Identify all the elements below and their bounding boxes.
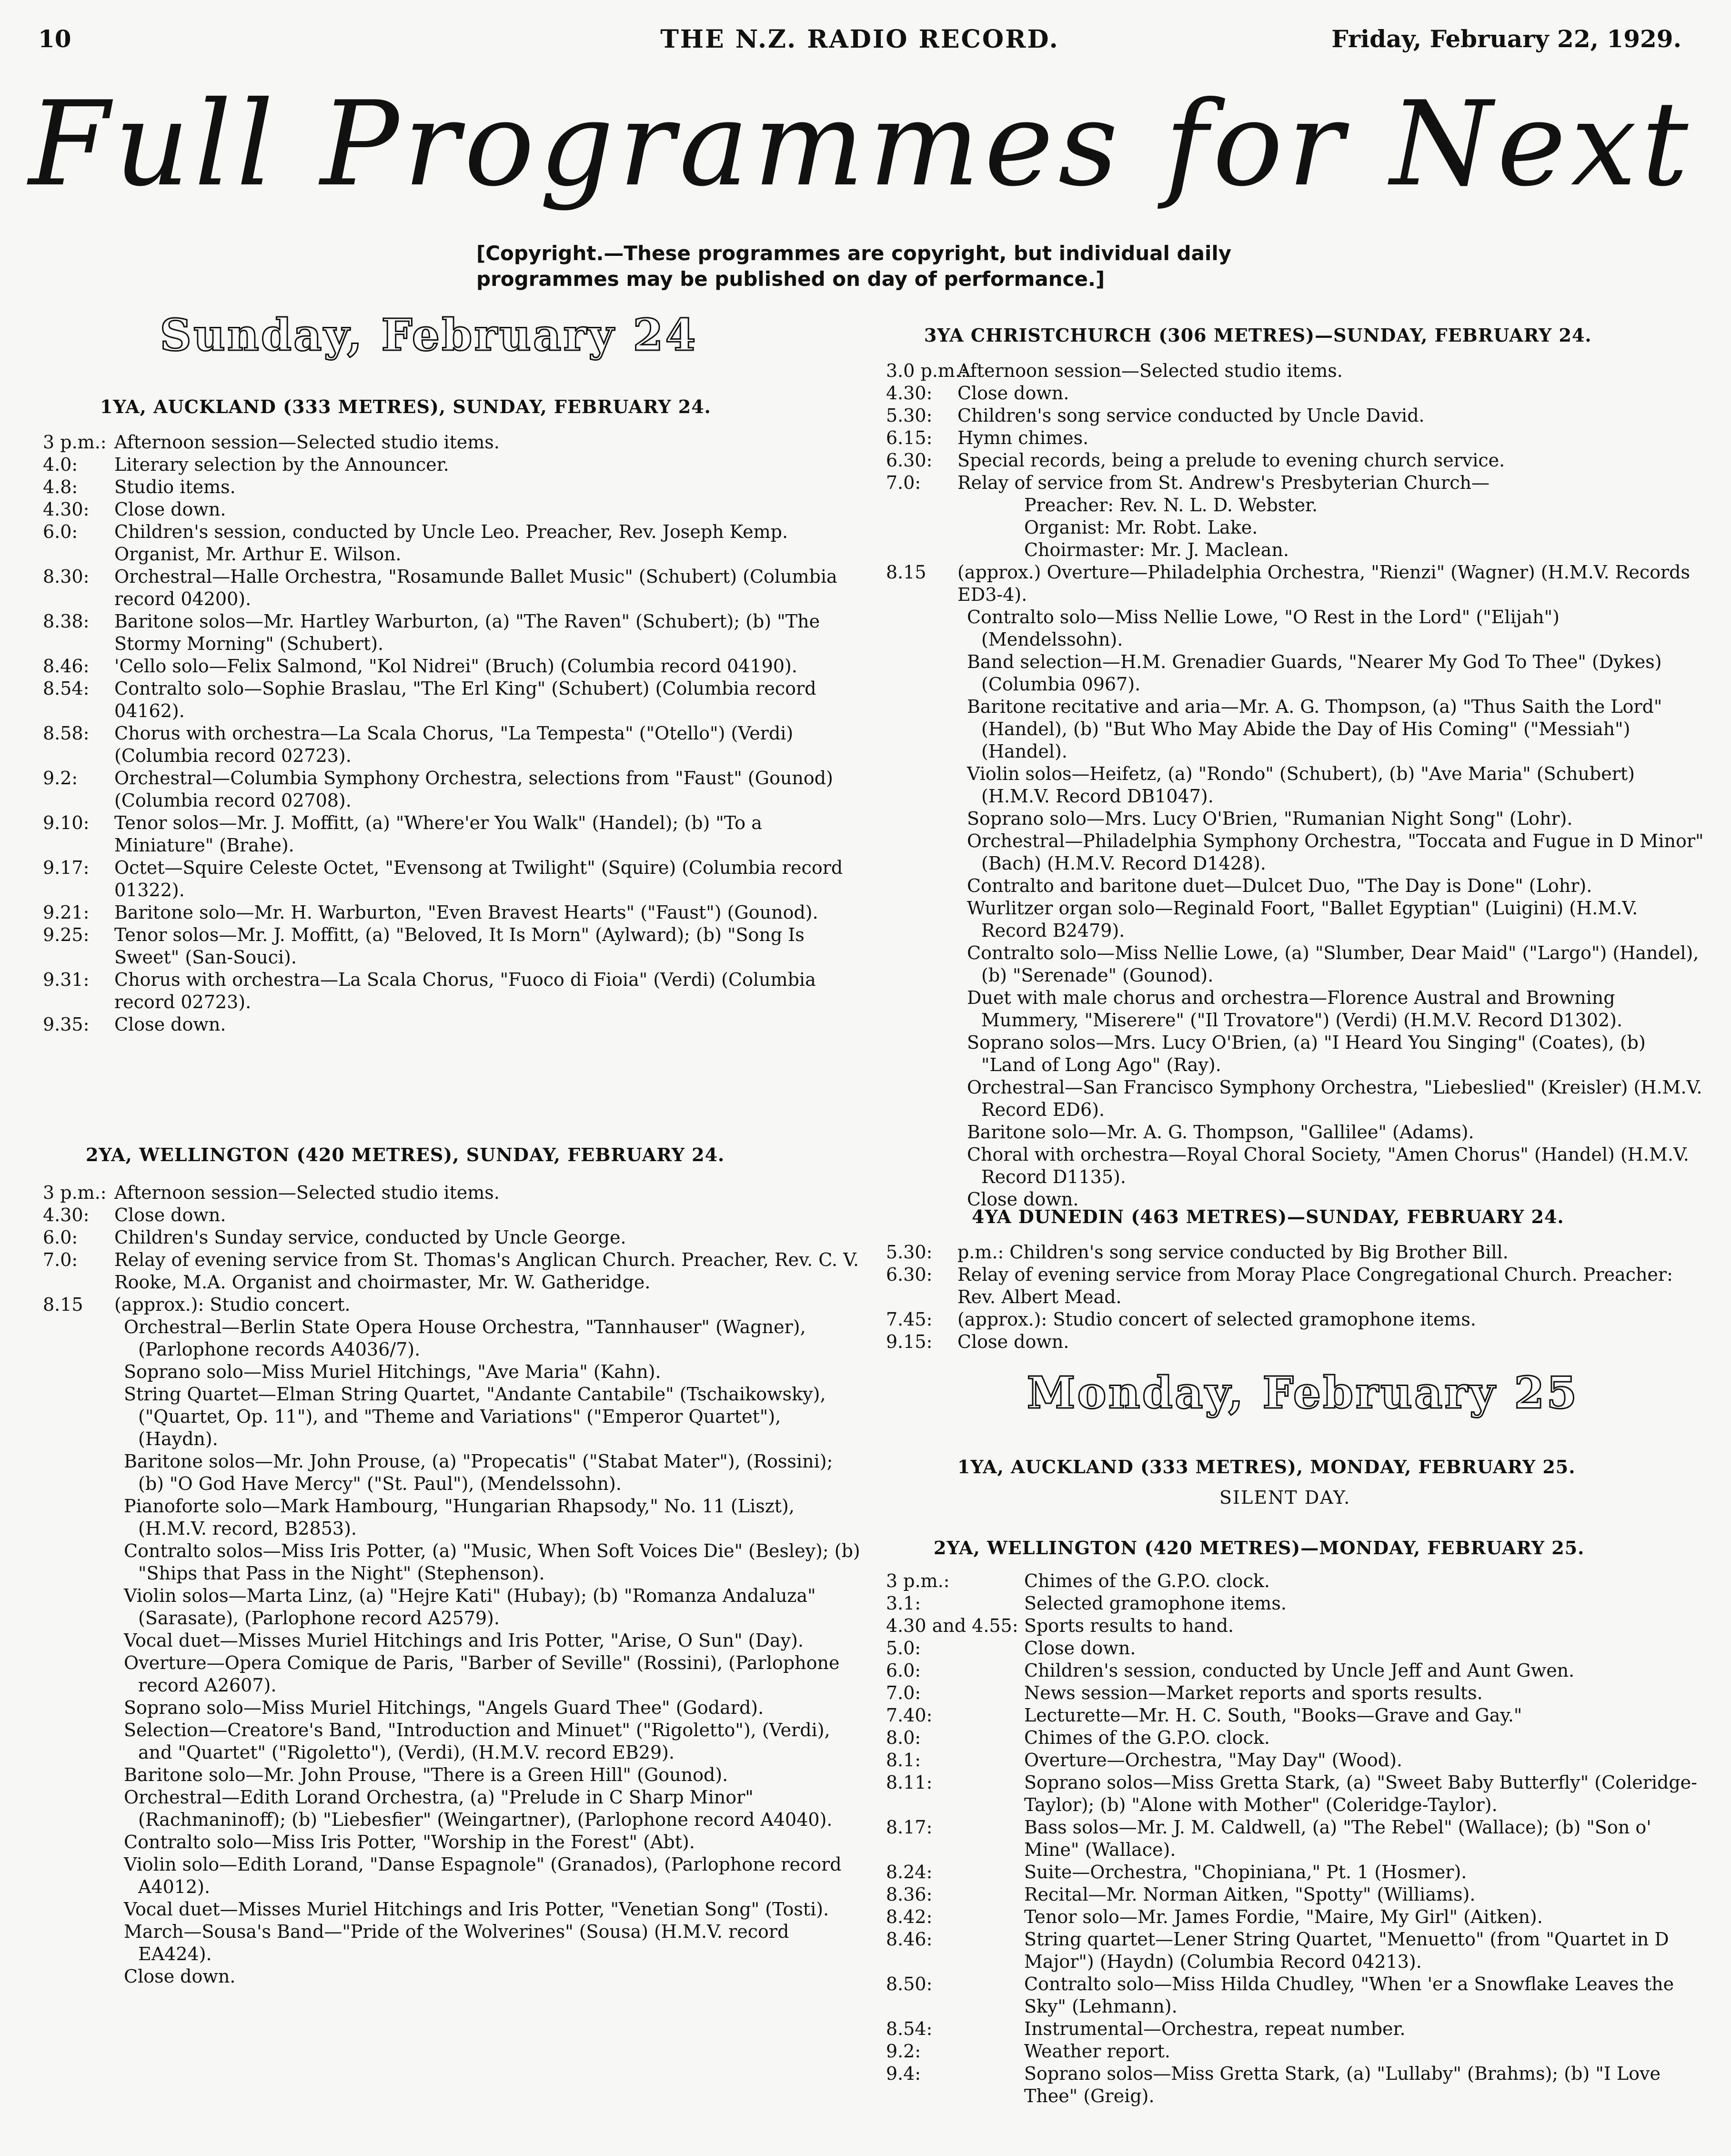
program-entry	[43, 722, 862, 767]
entry-time: 7.40:	[886, 1705, 933, 1726]
entry-time: 6.0:	[43, 1227, 78, 1248]
entry-time: 4.30:	[43, 499, 90, 520]
program-item: Violin solo—Edith Lorand, "Danse Espagnole" (Granados), (Parlophone record A4012).	[124, 1854, 842, 1897]
entry-time: 7.45:	[886, 1309, 933, 1330]
entry-time: 8.15	[43, 1294, 83, 1315]
entry-text: Close down.	[957, 383, 1069, 404]
entry-text: Overture—Orchestra, "May Day" (Wood).	[1024, 1750, 1403, 1771]
program-entry	[886, 1973, 1705, 2018]
program-4ya-sunday	[886, 1241, 1705, 1353]
program-entry	[43, 1226, 862, 1249]
entry-text: Soprano solos—Miss Gretta Stark, (a) "Lullaby" (Brahms); (b) "I Love Thee" (Greig).	[1024, 2063, 1661, 2106]
program-entry	[886, 1727, 1705, 1749]
entry-time: 9.25:	[43, 924, 90, 945]
program-item: Violin solos—Marta Linz, (a) "Hejre Kati" (Hubay); (b) "Romanza Andaluza" (Sarasate), (Parlophone record A2579).	[124, 1585, 816, 1629]
program-item: Soprano solo—Mrs. Lucy O'Brien, "Rumanian Night Song" (Lohr).	[967, 808, 1573, 829]
entry-time: 8.17:	[886, 1817, 933, 1838]
entry-time: 8.11:	[886, 1772, 933, 1793]
program-entry	[886, 561, 1705, 606]
program-entry	[886, 1660, 1705, 1682]
issue-date: Friday, February 22, 1929.	[1331, 25, 1681, 53]
program-entry	[886, 472, 1705, 494]
station-1ya-sunday: 1YA, AUCKLAND (333 METRES), SUNDAY, FEBRUARY 24.	[100, 396, 711, 417]
main-title: Full Programmes for Next	[29, 76, 1693, 212]
entry-text: Literary selection by the Announcer.	[114, 454, 449, 475]
program-entry	[886, 1264, 1705, 1308]
entry-text: Chorus with orchestra—La Scala Chorus, "Fuoco di Fioia" (Verdi) (Columbia record 02723).	[114, 969, 816, 1012]
program-entry	[886, 1615, 1705, 1637]
entry-text: Children's song service conducted by Uncle David.	[957, 405, 1425, 426]
entry-time: 7.0:	[43, 1249, 78, 1270]
entry-text: Weather report.	[1024, 2041, 1170, 2062]
program-entry	[43, 1294, 862, 1316]
program-item: Pianoforte solo—Mark Hambourg, "Hungarian Rhapsody," No. 11 (Liszt), (H.M.V. record, B2853).	[124, 1496, 795, 1539]
entry-text: 'Cello solo—Felix Salmond, "Kol Nidrei" (Bruch) (Columbia record 04190).	[114, 656, 797, 677]
entry-time: 8.1:	[886, 1750, 921, 1771]
entry-text: (approx.): Studio concert.	[114, 1294, 351, 1315]
program-entry	[43, 969, 862, 1013]
program-entry	[886, 1331, 1705, 1353]
entry-time: 9.17:	[43, 857, 90, 878]
entry-text: Orchestral—Columbia Symphony Orchestra, selections from "Faust" (Gounod) (Columbia record 02708).	[114, 768, 833, 811]
entry-text: Tenor solos—Mr. J. Moffitt, (a) "Beloved, It Is Morn" (Aylward); (b) "Song Is Sweet" (San-Souci).	[114, 924, 805, 968]
program-entry	[43, 431, 862, 454]
entry-text: Close down.	[1024, 1638, 1136, 1659]
program-item: Contralto solos—Miss Iris Potter, (a) "Music, When Soft Voices Die" (Besley); (b) "Ships that Pass in the Night" (Stephenson).	[124, 1540, 860, 1584]
program-entry	[886, 1771, 1705, 1816]
entry-text: Lecturette—Mr. H. C. South, "Books—Grave and Gay."	[1024, 1705, 1522, 1726]
program-item: Orchestral—Edith Lorand Orchestra, (a) "Prelude in C Sharp Minor" (Rachmaninoff); (b) "Liebesfier" (Weingartner), (Parlophone record A4040).	[124, 1787, 833, 1830]
program-entry	[43, 678, 862, 722]
service-detail: Organist: Mr. Robt. Lake.	[1024, 517, 1258, 538]
program-item: Close down.	[124, 1966, 236, 1987]
program-entry	[43, 566, 862, 610]
entry-time: 6.0:	[886, 1660, 921, 1681]
program-entry	[886, 2018, 1705, 2040]
entry-time: 8.50:	[886, 1974, 933, 1994]
entry-text: Contralto solo—Miss Hilda Chudley, "When 'er a Snowflake Leaves the Sky" (Lehmann).	[1024, 1974, 1674, 2017]
entry-text: Orchestral—Halle Orchestra, "Rosamunde Ballet Music" (Schubert) (Columbia record 04200).	[114, 566, 837, 609]
entry-time: 9.2:	[43, 768, 78, 789]
entry-text: Recital—Mr. Norman Aitken, "Spotty" (Williams).	[1024, 1884, 1476, 1905]
entry-time: 9.21:	[43, 902, 90, 923]
program-entry	[886, 2063, 1705, 2107]
monday-heading: Monday, February 25	[1027, 1367, 1579, 1418]
service-detail: Choirmaster: Mr. J. Maclean.	[1024, 539, 1289, 560]
entry-time: 4.8:	[43, 476, 78, 497]
entry-text: Tenor solo—Mr. James Fordie, "Maire, My Girl" (Aitken).	[1024, 1906, 1543, 1927]
program-entry	[886, 1637, 1705, 1660]
program-entry	[43, 454, 862, 476]
entry-text: Octet—Squire Celeste Octet, "Evensong at Twilight" (Squire) (Columbia record 01322).	[114, 857, 843, 901]
program-3ya-sunday	[886, 360, 1705, 1211]
entry-text: Chorus with orchestra—La Scala Chorus, "La Tempesta" ("Otello") (Verdi) (Columbia record 02723).	[114, 723, 794, 766]
entry-text: Baritone solos—Mr. Hartley Warburton, (a) "The Raven" (Schubert); (b) "The Stormy Morning" (Schubert).	[114, 611, 820, 654]
silent-day-note: SILENT DAY.	[1219, 1487, 1351, 1508]
program-entry	[886, 1592, 1705, 1615]
entry-time: 8.0:	[886, 1727, 921, 1748]
program-entry	[43, 857, 862, 901]
program-item: Vocal duet—Misses Muriel Hitchings and Iris Potter, "Venetian Song" (Tosti).	[124, 1899, 829, 1920]
program-entry	[886, 1816, 1705, 1861]
program-item: Band selection—H.M. Grenadier Guards, "Nearer My God To Thee" (Dykes) (Columbia 0967).	[967, 651, 1662, 695]
entry-time: 8.15	[886, 562, 926, 583]
entry-time: 8.36:	[886, 1884, 933, 1905]
entry-time: 6.15:	[886, 427, 933, 448]
program-entry	[886, 1883, 1705, 1906]
entry-time: 9.10:	[43, 812, 90, 833]
program-1ya-sunday	[43, 431, 862, 1036]
program-entry	[886, 1682, 1705, 1704]
program-item: Soprano solo—Miss Muriel Hitchings, "Ave Maria" (Kahn).	[124, 1361, 661, 1382]
program-item: Choral with orchestra—Royal Choral Society, "Amen Chorus" (Handel) (H.M.V. Record D1135).	[967, 1144, 1689, 1187]
program-item: Orchestral—Philadelphia Symphony Orchestra, "Toccata and Fugue in D Minor" (Bach) (H.M.V. Record D1428).	[967, 830, 1704, 874]
sunday-heading: Sunday, February 24	[160, 309, 698, 361]
program-entry	[886, 1570, 1705, 1592]
entry-time: 9.31:	[43, 969, 90, 990]
program-item: Close down.	[967, 1189, 1079, 1210]
entry-time: 4.0:	[43, 454, 78, 475]
entry-text: Relay of evening service from St. Thomas's Anglican Church. Preacher, Rev. C. V. Rooke, M.A. Organist and choirmaster, Mr. W. Gatheridge.	[114, 1249, 859, 1293]
program-item: Orchestral—San Francisco Symphony Orchestra, "Liebeslied" (Kreisler) (H.M.V. Record ED6).	[967, 1077, 1702, 1120]
entry-time: 3.0 p.m.:	[886, 360, 967, 381]
entry-time: 5.30:	[886, 405, 933, 426]
program-item: Violin solos—Heifetz, (a) "Rondo" (Schubert), (b) "Ave Maria" (Schubert) (H.M.V. Record DB1047).	[967, 763, 1635, 807]
program-item: String Quartet—Elman String Quartet, "Andante Cantabile" (Tschaikowsky), ("Quartet, Op. 11"), and "Theme and Variations" ("Emperor Quartet"), (Haydn).	[124, 1384, 826, 1449]
program-entry	[886, 449, 1705, 472]
entry-time: 7.0:	[886, 1682, 921, 1703]
entry-time: 9.4:	[886, 2063, 921, 2084]
entry-time: 8.24:	[886, 1862, 933, 1883]
publication-title: THE N.Z. RADIO RECORD.	[660, 25, 1059, 54]
program-item: Orchestral—Berlin State Opera House Orchestra, "Tannhauser" (Wagner), (Parlophone records A4036/7).	[124, 1316, 806, 1360]
program-entry	[43, 1204, 862, 1226]
program-item: Contralto and baritone duet—Dulcet Duo, "The Day is Done" (Lohr).	[967, 875, 1592, 896]
entry-time: 6.30:	[886, 450, 933, 471]
program-entry	[886, 427, 1705, 449]
entry-time: 8.54:	[886, 2018, 933, 2039]
program-entry	[43, 1013, 862, 1036]
entry-text: Chimes of the G.P.O. clock.	[1024, 1570, 1270, 1591]
entry-text: Afternoon session—Selected studio items.	[114, 432, 500, 453]
entry-time: 8.42:	[886, 1906, 933, 1927]
program-entry	[886, 1861, 1705, 1883]
entry-time: 5.30:	[886, 1242, 933, 1263]
program-entry	[43, 812, 862, 857]
program-item: Selection—Creatore's Band, "Introduction and Minuet" ("Rigoletto"), (Verdi), and "Quartet" ("Rigoletto"), (Verdi), (H.M.V. record EB29).	[124, 1720, 830, 1763]
station-2ya-monday: 2YA, WELLINGTON (420 METRES)—MONDAY, FEBRUARY 25.	[934, 1537, 1585, 1559]
entry-time: 8.46:	[43, 656, 90, 677]
entry-time: 8.54:	[43, 678, 90, 699]
entry-text: Afternoon session—Selected studio items.	[957, 360, 1343, 381]
entry-time: 9.35:	[43, 1014, 90, 1035]
program-entry	[43, 767, 862, 812]
entry-text: Special records, being a prelude to evening church service.	[957, 450, 1505, 471]
entry-time: 4.30 and 4.55:	[886, 1615, 1018, 1636]
entry-text: Afternoon session—Selected studio items.	[114, 1182, 500, 1203]
entry-text: News session—Market reports and sports results.	[1024, 1682, 1483, 1703]
program-entry	[886, 1704, 1705, 1727]
page-header	[38, 25, 1681, 58]
entry-text: Close down.	[957, 1331, 1069, 1352]
page-edge-noise	[43, 2123, 47, 2138]
entry-text: (approx.) Overture—Philadelphia Orchestra, "Rienzi" (Wagner) (H.M.V. Records ED3-4).	[957, 562, 1690, 605]
entry-time: 3 p.m.:	[886, 1570, 950, 1591]
program-entry	[886, 360, 1705, 382]
program-2ya-monday	[886, 1570, 1705, 2107]
entry-text: Chimes of the G.P.O. clock.	[1024, 1727, 1270, 1748]
program-item: Soprano solo—Miss Muriel Hitchings, "Angels Guard Thee" (Godard).	[124, 1697, 764, 1718]
entry-text: Bass solos—Mr. J. M. Caldwell, (a) "The Rebel" (Wallace); (b) "Son o' Mine" (Wallace).	[1024, 1817, 1651, 1860]
program-entry	[886, 1308, 1705, 1331]
program-entry	[886, 1241, 1705, 1264]
program-entry	[886, 1749, 1705, 1771]
entry-time: 4.30:	[43, 1205, 90, 1225]
program-item: Baritone solos—Mr. John Prouse, (a) "Propecatis" ("Stabat Mater"), (Rossini); (b) "O God Have Mercy" ("St. Paul"), (Mendelssohn).	[124, 1451, 833, 1494]
entry-text: Instrumental—Orchestra, repeat number.	[1024, 2018, 1406, 2039]
entry-time: 3.1:	[886, 1593, 921, 1614]
entry-text: (approx.): Studio concert of selected gramophone items.	[957, 1309, 1476, 1330]
entry-text: Close down.	[114, 499, 226, 520]
entry-text: String quartet—Lener String Quartet, "Menuetto" (from "Quartet in D Major") (Haydn) (Columbia Record 04213).	[1024, 1929, 1669, 1972]
program-entry	[43, 655, 862, 678]
program-item: Soprano solos—Mrs. Lucy O'Brien, (a) "I Heard You Singing" (Coates), (b) "Land of Long Ago" (Ray).	[967, 1032, 1646, 1075]
program-entry	[886, 1928, 1705, 1973]
entry-text: Studio items.	[114, 476, 236, 497]
station-3ya-sunday: 3YA CHRISTCHURCH (306 METRES)—SUNDAY, FEBRUARY 24.	[924, 324, 1592, 346]
entry-time: 3 p.m.:	[43, 432, 107, 453]
entry-text: Children's session, conducted by Uncle Leo. Preacher, Rev. Joseph Kemp. Organist, Mr. Arthur E. Wilson.	[114, 521, 788, 565]
entry-text: Contralto solo—Sophie Braslau, "The Erl King" (Schubert) (Columbia record 04162).	[114, 678, 816, 721]
program-entry	[43, 498, 862, 521]
program-item: Baritone recitative and aria—Mr. A. G. Thompson, (a) "Thus Saith the Lord" (Handel), (b) "But Who May Abide the Day of His Coming" ("Messiah") (Handel).	[967, 696, 1662, 762]
entry-time: 8.58:	[43, 723, 90, 744]
program-item: Duet with male chorus and orchestra—Florence Austral and Browning Mummery, "Miserere" ("Il Trovatore") (Verdi) (H.M.V. Record D1302).	[967, 987, 1623, 1031]
station-4ya-sunday: 4YA DUNEDIN (463 METRES)—SUNDAY, FEBRUARY 24.	[972, 1206, 1564, 1227]
station-1ya-monday: 1YA, AUCKLAND (333 METRES), MONDAY, FEBRUARY 25.	[957, 1456, 1576, 1478]
program-entry	[43, 924, 862, 969]
entry-time: 6.0:	[43, 521, 78, 542]
program-entry	[43, 476, 862, 498]
entry-text: Tenor solos—Mr. J. Moffitt, (a) "Where'er You Walk" (Handel); (b) "To a Miniature" (Brahe).	[114, 812, 762, 856]
entry-text: Close down.	[114, 1205, 226, 1225]
program-item: Vocal duet—Misses Muriel Hitchings and Iris Potter, "Arise, O Sun" (Day).	[124, 1630, 804, 1651]
program-entry	[886, 1906, 1705, 1928]
station-2ya-sunday: 2YA, WELLINGTON (420 METRES), SUNDAY, FEBRUARY 24.	[86, 1144, 725, 1165]
entry-time: 3 p.m.:	[43, 1182, 107, 1203]
entry-text: Children's Sunday service, conducted by Uncle George.	[114, 1227, 626, 1248]
program-entry	[43, 1182, 862, 1204]
program-entry	[886, 382, 1705, 405]
program-entry	[886, 405, 1705, 427]
entry-time: 8.46:	[886, 1929, 933, 1950]
program-item: March—Sousa's Band—"Pride of the Wolverines" (Sousa) (H.M.V. record EA424).	[124, 1921, 789, 1964]
program-2ya-sunday	[43, 1182, 862, 1988]
program-item: Contralto solo—Miss Nellie Lowe, (a) "Slumber, Dear Maid" ("Largo") (Handel), (b) "Serenade" (Gounod).	[967, 942, 1699, 986]
entry-text: Soprano solos—Miss Gretta Stark, (a) "Sweet Baby Butterfly" (Coleridge-Taylor); (b) "Alone with Mother" (Coleridge-Taylor).	[1024, 1772, 1698, 1815]
entry-text: Sports results to hand.	[1024, 1615, 1234, 1636]
program-item: Overture—Opera Comique de Paris, "Barber of Seville" (Rossini), (Parlophone record A2607).	[124, 1652, 840, 1696]
entry-text: Suite—Orchestra, "Chopiniana," Pt. 1 (Hosmer).	[1024, 1862, 1467, 1883]
entry-time: 8.30:	[43, 566, 90, 587]
entry-time: 9.15:	[886, 1331, 933, 1352]
program-entry	[43, 610, 862, 655]
program-item: Baritone solo—Mr. A. G. Thompson, "Gallilee" (Adams).	[967, 1122, 1474, 1143]
entry-text: p.m.: Children's song service conducted by Big Brother Bill.	[957, 1242, 1509, 1263]
program-entry	[43, 901, 862, 924]
program-entry	[886, 2040, 1705, 2063]
entry-text: Hymn chimes.	[957, 427, 1089, 448]
entry-time: 6.30:	[886, 1264, 933, 1285]
entry-time: 7.0:	[886, 472, 921, 493]
page-number: 10	[38, 25, 71, 53]
entry-text: Relay of evening service from Moray Place Congregational Church. Preacher: Rev. Albert Mead.	[957, 1264, 1673, 1307]
entry-time: 8.38:	[43, 611, 90, 632]
entry-text: Baritone solo—Mr. H. Warburton, "Even Bravest Hearts" ("Faust") (Gounod).	[114, 902, 818, 923]
program-item: Baritone solo—Mr. John Prouse, "There is a Green Hill" (Gounod).	[124, 1764, 728, 1785]
entry-text: Close down.	[114, 1014, 226, 1035]
service-detail: Preacher: Rev. N. L. D. Webster.	[1024, 495, 1318, 516]
program-item: Contralto solo—Miss Iris Potter, "Worship in the Forest" (Abt).	[124, 1832, 695, 1852]
program-entry	[43, 1249, 862, 1294]
copyright-note: [Copyright.—These programmes are copyright, but individual daily programmes may be published on day of performance.]	[476, 242, 1232, 291]
program-entry	[43, 521, 862, 566]
entry-text: Relay of service from St. Andrew's Presbyterian Church—	[957, 472, 1489, 493]
program-item: Contralto solo—Miss Nellie Lowe, "O Rest in the Lord" ("Elijah") (Mendelssohn).	[967, 607, 1560, 650]
entry-time: 5.0:	[886, 1638, 921, 1659]
entry-time: 4.30:	[886, 383, 933, 404]
program-item: Wurlitzer organ solo—Reginald Foort, "Ballet Egyptian" (Luigini) (H.M.V. Record B2479).	[967, 898, 1638, 941]
entry-text: Children's session, conducted by Uncle Jeff and Aunt Gwen.	[1024, 1660, 1575, 1681]
entry-time: 9.2:	[886, 2041, 921, 2062]
entry-text: Selected gramophone items.	[1024, 1593, 1287, 1614]
